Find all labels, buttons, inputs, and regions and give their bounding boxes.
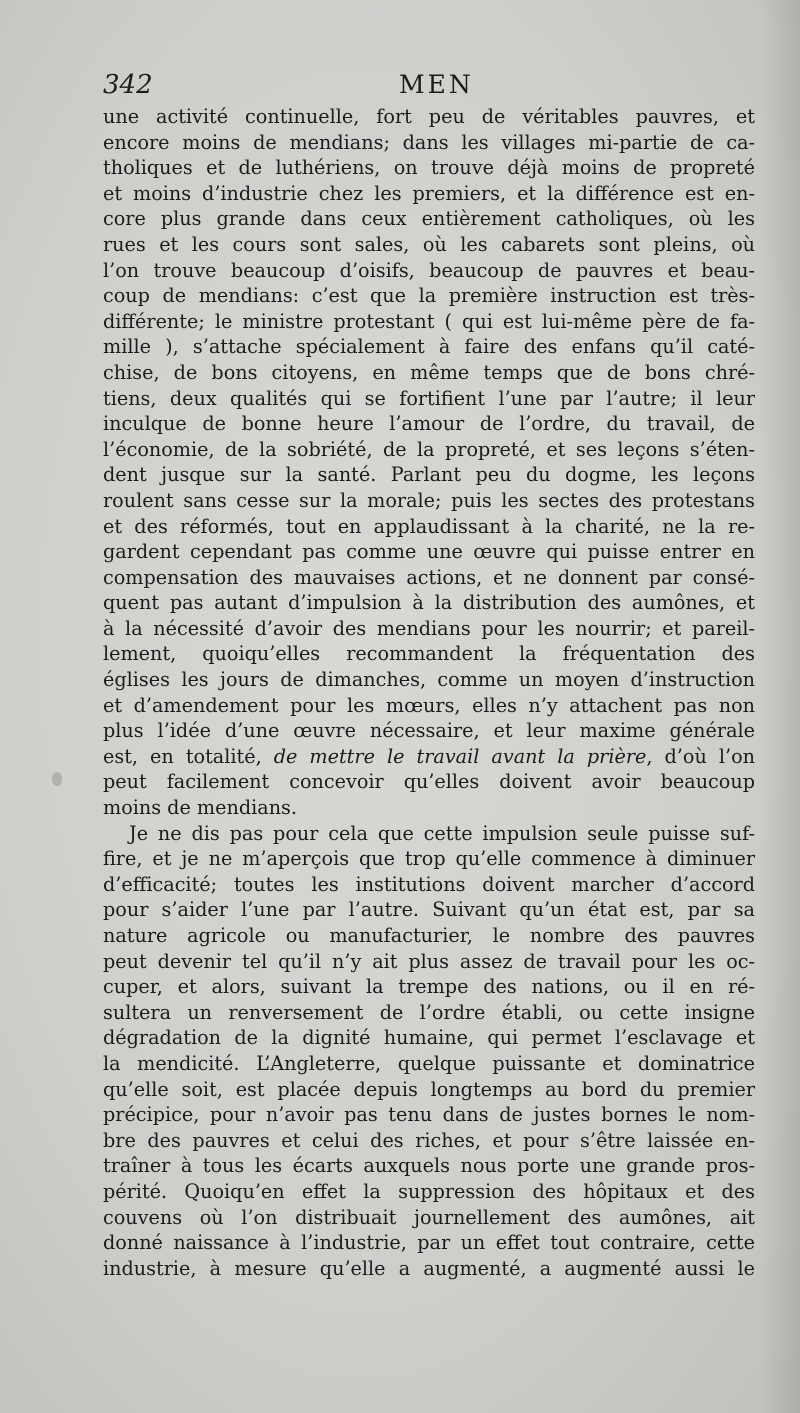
- text-line: chise, de bons citoyens, en même temps que de bons chré-: [103, 360, 755, 384]
- text-line: une activité continuelle, fort peu de véritables pauvres, et: [103, 105, 755, 128]
- text-line: Je ne dis pas pour cela que cette impulsion seule puisse suf-: [129, 821, 755, 845]
- text-line-italic: [103, 744, 755, 770]
- text-line: coup de mendians: c’est que la première instruction est très-: [103, 284, 755, 308]
- text-line: et moins d’industrie chez les premiers, et la différence est en-: [103, 181, 755, 205]
- text-line: plus l’idée d’une œuvre nécessaire, et leur maxime générale: [103, 719, 755, 743]
- text-line: tiens, deux qualités qui se fortifient l’une par l’autre; il leur: [103, 386, 755, 410]
- text-line: fire, et je ne m’aperçois que trop qu’elle commence à diminuer: [103, 847, 755, 871]
- text-line: sultera un renversement de l’ordre établi, ou cette insigne: [103, 1000, 755, 1024]
- text-line: mille ), s’attache spécialement à faire des enfans qu’il caté-: [103, 335, 755, 359]
- text-line: peut devenir tel qu’il n’y ait plus assez de travail pour les oc-: [103, 949, 755, 973]
- text-line: dent jusque sur la santé. Parlant peu du dogme, les leçons: [103, 463, 755, 487]
- text-line: lement, quoiqu’elles recommandent la fréquentation des: [103, 642, 755, 666]
- text-line: à la nécessité d’avoir des mendians pour les nourrir; et pareil-: [103, 616, 755, 640]
- text-line: peut facilement concevoir qu’elles doivent avoir beaucoup: [103, 770, 755, 794]
- gutter-shadow: [760, 0, 800, 1413]
- paragraph-2: [103, 821, 755, 1282]
- text-line: qu’elle soit, est placée depuis longtemps au bord du premier: [103, 1077, 755, 1101]
- text-segment: , d’où l’on: [646, 744, 755, 768]
- text-line: précipice, pour n’avoir pas tenu dans de justes bornes le nom-: [103, 1103, 755, 1127]
- body-text: [103, 104, 755, 1281]
- text-line: traîner à tous les écarts auxquels nous porte une grande pros-: [103, 1154, 755, 1178]
- text-line: tholiques et de luthériens, on trouve déjà moins de propreté: [103, 156, 755, 180]
- page-header: [103, 70, 755, 106]
- text-line: moins de mendians.: [103, 796, 297, 820]
- text-line: compensation des mauvaises actions, et ne donnent par consé-: [103, 565, 755, 589]
- paragraph-1: [103, 104, 755, 744]
- text-line: différente; le ministre protestant ( qui est lui-même père de fa-: [103, 309, 755, 333]
- text-line: dégradation de la dignité humaine, qui permet l’esclavage et: [103, 1026, 755, 1050]
- text-line: industrie, à mesure qu’elle a augmenté, a augmenté aussi le: [103, 1256, 755, 1280]
- text-line: nature agricole ou manufacturier, le nombre des pauvres: [103, 924, 755, 947]
- text-line: roulent sans cesse sur la morale; puis les sectes des protestans: [103, 488, 755, 512]
- text-line: l’on trouve beaucoup d’oisifs, beaucoup de pauvres et beau-: [103, 258, 755, 282]
- text-line: couvens où l’on distribuait journellement des aumônes, ait: [103, 1205, 755, 1229]
- text-line: rues et les cours sont sales, où les cabarets sont pleins, où: [103, 232, 755, 256]
- text-line: inculque de bonne heure l’amour de l’ordre, du travail, de: [103, 412, 755, 436]
- text-line: bre des pauvres et celui des riches, et pour s’être laissée en-: [103, 1128, 755, 1152]
- text-line: pour s’aider l’une par l’autre. Suivant qu’un état est, par sa: [103, 898, 755, 922]
- text-line: églises les jours de dimanches, comme un moyen d’instruction: [103, 668, 755, 692]
- text-segment: est, en totalité,: [103, 744, 274, 768]
- text-line: et d’amendement pour les mœurs, elles n’y attachent pas non: [103, 693, 755, 717]
- ink-stain: [52, 772, 62, 786]
- text-line: encore moins de mendians; dans les villages mi-partie de ca-: [103, 130, 755, 154]
- text-line: et des réformés, tout en applaudissant à la charité, ne la re-: [103, 514, 755, 538]
- text-line: quent pas autant d’impulsion à la distribution des aumônes, et: [103, 591, 755, 615]
- page-number: 342: [103, 70, 153, 100]
- text-line: gardent cependant pas comme une œuvre qui puisse entrer en: [103, 540, 755, 564]
- text-line: périté. Quoiqu’en effet la suppression des hôpitaux et des: [103, 1179, 755, 1203]
- paragraph-1-end: [103, 769, 755, 820]
- text-line: l’économie, de la sobriété, de la propreté, et ses leçons s’éten-: [103, 437, 755, 461]
- italic-phrase: de mettre le travail avant la prière: [273, 744, 647, 768]
- text-line: core plus grande dans ceux entièrement catholiques, où les: [103, 207, 755, 231]
- text-line: d’efficacité; toutes les institutions doivent marcher d’accord: [103, 872, 755, 896]
- running-head: MEN: [399, 70, 474, 99]
- text-line: donné naissance à l’industrie, par un effet tout contraire, cette: [103, 1231, 755, 1255]
- text-line: cuper, et alors, suivant la trempe des nations, ou il en ré-: [103, 975, 755, 999]
- text-line: la mendicité. L’Angleterre, quelque puissante et dominatrice: [103, 1051, 755, 1075]
